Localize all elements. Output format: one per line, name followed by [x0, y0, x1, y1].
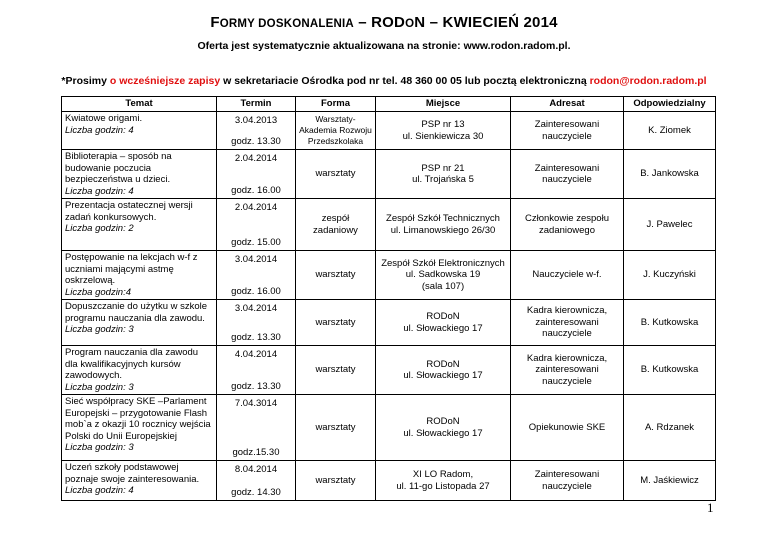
cell-form — [296, 150, 376, 199]
cell-form — [296, 461, 376, 501]
cell-date — [217, 346, 296, 395]
cell-place — [376, 199, 511, 251]
table-row — [62, 251, 716, 300]
cell-responsible — [624, 251, 716, 300]
cell-form — [296, 395, 376, 461]
cell-audience — [511, 112, 624, 150]
cell-date — [217, 199, 296, 251]
place-text: RODoN ul. Słowackiego 17 — [403, 358, 483, 381]
notice-text: w sekretariacie Ośrodka pod nr tel. 48 360 00 05 lub pocztą elektroniczną — [220, 75, 590, 87]
time-text: godz. 13.30 — [231, 135, 281, 147]
topic-text: Postępowanie na lekcjach w-f z uczniami mającymi astmę oskrzelową. — [65, 252, 198, 286]
responsible-text: J. Pawelec — [646, 218, 693, 230]
form-text: warsztaty — [315, 316, 356, 328]
hours-text: Liczba godzin: 4 — [65, 185, 134, 197]
hours-text: Liczba godzin: 3 — [65, 381, 134, 393]
hours-text: Liczba godzin:4 — [65, 286, 132, 298]
form-text: warsztaty — [315, 269, 356, 281]
hours-text: Liczba godzin: 4 — [65, 124, 134, 136]
responsible-text: J. Kuczyński — [643, 269, 696, 281]
page-number: 1 — [707, 500, 714, 515]
cell-date — [217, 300, 296, 346]
time-text: godz.15.30 — [232, 446, 280, 458]
place-text: RODoN ul. Słowackiego 17 — [403, 311, 483, 334]
table-row — [62, 199, 716, 251]
col-header-form: Forma — [296, 97, 376, 112]
cell-responsible — [624, 150, 716, 199]
hours-text: Liczba godzin: 2 — [65, 223, 134, 234]
cell-responsible — [624, 300, 716, 346]
cell-date — [217, 395, 296, 461]
audience-text: Członkowie zespołu zadaniowego — [525, 213, 609, 236]
audience-text: Zainteresowani nauczyciele — [534, 469, 600, 492]
cell-topic — [62, 150, 217, 199]
cell-responsible — [624, 346, 716, 395]
time-text: godz. 13.30 — [231, 331, 281, 343]
topic-text: Uczeń szkoły podstawowej poznaje swoje zainteresowania. — [65, 462, 200, 485]
audience-text: Zainteresowani nauczyciele — [534, 162, 600, 185]
hours-text: Liczba godzin: 3 — [65, 442, 134, 453]
place-text: RODoN ul. Słowackiego 17 — [403, 416, 483, 439]
time-text: godz. 15.00 — [231, 236, 281, 248]
form-text: warsztaty — [315, 474, 356, 486]
table-row — [62, 395, 716, 461]
table-header-row — [62, 97, 716, 112]
courses-table — [61, 96, 716, 501]
cell-form — [296, 199, 376, 251]
col-header-responsible: Odpowiedzialny — [624, 97, 716, 112]
cell-responsible — [624, 199, 716, 251]
responsible-text: A. Rdzanek — [644, 421, 695, 433]
place-text: Zespół Szkół Elektronicznych ul. Sadkowska 19 (sala 107) — [381, 257, 505, 292]
cell-responsible — [624, 112, 716, 150]
page-title — [0, 14, 768, 31]
table-row — [62, 300, 716, 346]
time-text: godz. 14.30 — [231, 486, 281, 498]
cell-form — [296, 112, 376, 150]
form-text: Warsztaty-Akademia Rozwoju Przedszkolaka — [299, 114, 372, 146]
notice-highlight: o wcześniejsze zapisy — [109, 75, 221, 87]
cell-date — [217, 150, 296, 199]
date-text: 2.04.2014 — [234, 153, 278, 164]
cell-place — [376, 395, 511, 461]
col-header-audience: Adresat — [511, 97, 624, 112]
date-text: 8.04.2014 — [234, 464, 278, 475]
cell-audience — [511, 461, 624, 501]
audience-text: Zainteresowani nauczyciele — [534, 119, 600, 142]
cell-topic — [62, 395, 217, 461]
place-text: PSP nr 13 ul. Sienkiewicza 30 — [402, 119, 484, 142]
signup-notice — [0, 75, 768, 87]
title-part: F — [210, 14, 220, 31]
cell-audience — [511, 395, 624, 461]
cell-place — [376, 461, 511, 501]
audience-text: Kadra kierownicza, zainteresowani nauczyciele — [526, 352, 608, 387]
cell-topic — [62, 251, 217, 300]
responsible-text: B. Jankowska — [640, 168, 699, 180]
place-text: Zespół Szkół Technicznych ul. Limanowskiego 26/30 — [386, 213, 500, 236]
cell-place — [376, 150, 511, 199]
audience-text: Opiekunowie SKE — [528, 421, 606, 433]
form-text: warsztaty — [315, 421, 356, 433]
cell-place — [376, 300, 511, 346]
topic-text: Sieć współpracy SKE –Parlament Europejski – przygotowanie Flash mob`a z okazji 10 rocznicy wejścia Polski do Unii Europejskiej — [65, 396, 211, 442]
title-part: O — [405, 18, 415, 30]
form-text: warsztaty — [315, 168, 356, 180]
col-header-topic: Temat — [62, 97, 217, 112]
cell-audience — [511, 300, 624, 346]
cell-audience — [511, 150, 624, 199]
col-header-place: Miejsce — [376, 97, 511, 112]
form-text: zespół zadaniowy — [313, 213, 358, 236]
subtitle: Oferta jest systematycznie aktualizowana na stronie: www.rodon.radom.pl. — [197, 40, 571, 52]
col-header-date: Termin — [217, 97, 296, 112]
cell-place — [376, 251, 511, 300]
table-row — [62, 346, 716, 395]
cell-responsible — [624, 461, 716, 501]
cell-place — [376, 112, 511, 150]
topic-text: Program nauczania dla zawodu dla kwalifikacyjnych kursów zawodowych. — [65, 347, 199, 381]
topic-text: Prezentacja ostatecznej wersji zadań konkursowych. — [65, 200, 193, 223]
cell-responsible — [624, 395, 716, 461]
title-part: – ROD — [353, 14, 406, 31]
email-link[interactable]: rodon@rodon.radom.pl — [589, 75, 707, 87]
cell-topic — [62, 461, 217, 501]
cell-date — [217, 112, 296, 150]
notice-text: *Prosimy — [61, 75, 110, 87]
title-part: ORMY DOSKONALENIA — [219, 18, 354, 30]
audience-text: Kadra kierownicza, zainteresowani nauczyciele — [526, 305, 608, 340]
hours-text: Liczba godzin: 4 — [65, 485, 134, 496]
cell-topic — [62, 346, 217, 395]
audience-text: Nauczyciele w-f. — [532, 269, 602, 281]
cell-topic — [62, 300, 217, 346]
cell-topic — [62, 199, 217, 251]
topic-text: Dopuszczanie do użytku w szkole programu nauczania dla zawodu. — [65, 301, 208, 324]
date-text: 3.04.2014 — [234, 254, 278, 265]
cell-date — [217, 461, 296, 501]
table-row — [62, 461, 716, 501]
cell-audience — [511, 346, 624, 395]
cell-topic — [62, 112, 217, 150]
responsible-text: B. Kutkowska — [640, 316, 699, 328]
place-text: PSP nr 21 ul. Trojańska 5 — [412, 162, 474, 185]
cell-audience — [511, 251, 624, 300]
time-text: godz. 16.00 — [231, 285, 281, 297]
form-text: warsztaty — [315, 364, 356, 376]
time-text: godz. 13.30 — [231, 380, 281, 392]
table-row — [62, 112, 716, 150]
date-text: 7.04.3014 — [234, 398, 278, 409]
hours-text: Liczba godzin: 3 — [65, 324, 134, 335]
date-text: 2.04.2014 — [234, 202, 278, 213]
cell-form — [296, 346, 376, 395]
cell-audience — [511, 199, 624, 251]
time-text: godz. 16.00 — [231, 184, 281, 196]
topic-text: Biblioterapia – sposób na budowanie poczucia bezpieczeństwa u dzieci. — [65, 151, 172, 185]
cell-form — [296, 300, 376, 346]
responsible-text: K. Ziomek — [648, 124, 691, 136]
responsible-text: B. Kutkowska — [640, 364, 699, 376]
topic-text: Kwiatowe origami. — [65, 113, 143, 124]
responsible-text: M. Jaśkiewicz — [640, 474, 699, 486]
place-text: XI LO Radom, ul. 11-go Listopada 27 — [396, 469, 490, 492]
date-text: 4.04.2014 — [234, 349, 278, 360]
cell-date — [217, 251, 296, 300]
table-row — [62, 150, 716, 199]
cell-place — [376, 346, 511, 395]
date-text: 3.04.2014 — [234, 303, 278, 314]
cell-form — [296, 251, 376, 300]
date-text: 3.04.2013 — [234, 115, 278, 126]
title-part: N – KWIECIEŃ 2014 — [414, 14, 558, 31]
